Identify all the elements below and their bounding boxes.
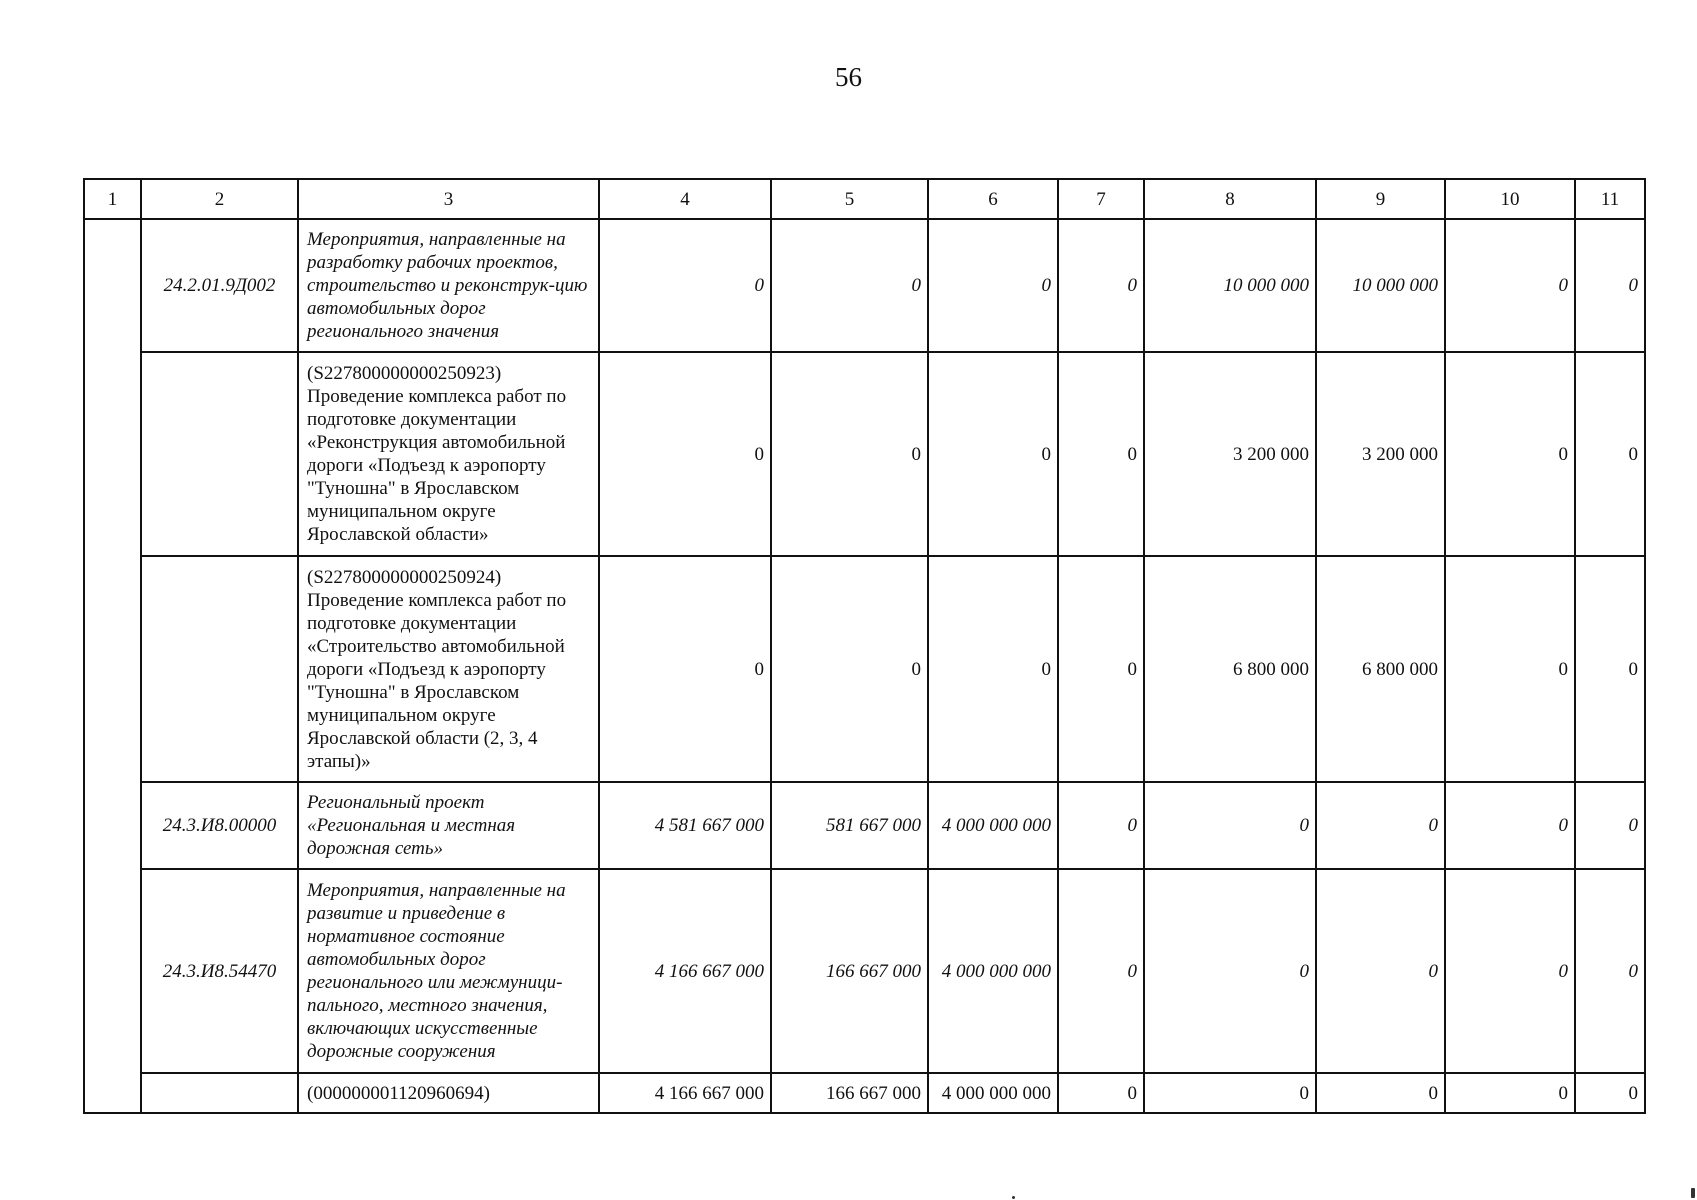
value-cell: 0 — [599, 219, 771, 352]
value-cell: 0 — [1445, 556, 1575, 782]
value-cell: 0 — [1144, 782, 1316, 869]
table-row — [84, 219, 1645, 352]
value-cell: 166 667 000 — [771, 869, 928, 1073]
header-cell: 1 — [84, 179, 141, 219]
value-cell: 0 — [1058, 219, 1144, 352]
value-cell: 0 — [771, 219, 928, 352]
value-cell: 0 — [1575, 869, 1645, 1073]
header-cell: 5 — [771, 179, 928, 219]
table-row — [84, 869, 1645, 1073]
code-cell — [141, 556, 298, 782]
value-cell: 0 — [928, 556, 1058, 782]
value-cell: 0 — [1575, 556, 1645, 782]
value-cell: 0 — [1575, 352, 1645, 556]
header-cell: 11 — [1575, 179, 1645, 219]
value-cell: 0 — [1316, 782, 1445, 869]
description-cell: Мероприятия, направленные на развитие и приведение в нормативное состояние автомобильных дорог регионального или межмуници-пального, местного значения, включающих искусственные дорожные сооружения — [298, 869, 599, 1073]
value-cell: 0 — [1575, 1073, 1645, 1113]
page-number: 56 — [835, 62, 862, 92]
header-cell: 7 — [1058, 179, 1144, 219]
description-cell: (S227800000000250924) Проведение комплекса работ по подготовке документации «Строительство автомобильной дороги «Подъезд к аэропорту "Туношна" в Ярославском муниципальном округе Ярославской области (2, 3, 4 этапы)» — [298, 556, 599, 782]
value-cell: 4 581 667 000 — [599, 782, 771, 869]
value-cell: 0 — [1575, 219, 1645, 352]
code-cell: 24.3.И8.00000 — [141, 782, 298, 869]
header-cell: 2 — [141, 179, 298, 219]
value-cell: 0 — [1445, 352, 1575, 556]
value-cell: 0 — [1058, 556, 1144, 782]
scan-speck — [1691, 1188, 1695, 1198]
header-cell: 3 — [298, 179, 599, 219]
header-cell: 8 — [1144, 179, 1316, 219]
description-cell: (000000001120960694) — [298, 1073, 599, 1113]
value-cell: 0 — [1058, 352, 1144, 556]
value-cell: 10 000 000 — [1144, 219, 1316, 352]
value-cell: 10 000 000 — [1316, 219, 1445, 352]
value-cell: 6 800 000 — [1144, 556, 1316, 782]
table-row — [84, 782, 1645, 869]
value-cell: 0 — [1445, 782, 1575, 869]
value-cell: 0 — [599, 352, 771, 556]
value-cell: 0 — [1445, 219, 1575, 352]
value-cell: 4 000 000 000 — [928, 869, 1058, 1073]
value-cell: 4 166 667 000 — [599, 1073, 771, 1113]
code-cell — [141, 352, 298, 556]
value-cell: 0 — [771, 352, 928, 556]
value-cell: 581 667 000 — [771, 782, 928, 869]
description-cell: Мероприятия, направленные на разработку рабочих проектов, строительство и реконструк-цию автомобильных дорог регионального значения — [298, 219, 599, 352]
value-cell: 4 000 000 000 — [928, 1073, 1058, 1113]
header-cell: 10 — [1445, 179, 1575, 219]
value-cell: 0 — [1445, 869, 1575, 1073]
header-row — [84, 179, 1645, 219]
value-cell: 0 — [1058, 869, 1144, 1073]
value-cell: 6 800 000 — [1316, 556, 1445, 782]
value-cell: 0 — [599, 556, 771, 782]
table-row — [84, 556, 1645, 782]
value-cell: 0 — [1058, 782, 1144, 869]
value-cell: 0 — [1575, 782, 1645, 869]
value-cell: 0 — [1058, 1073, 1144, 1113]
value-cell: 0 — [928, 352, 1058, 556]
description-cell: Региональный проект «Региональная и местная дорожная сеть» — [298, 782, 599, 869]
header-cell: 6 — [928, 179, 1058, 219]
value-cell: 0 — [771, 556, 928, 782]
value-cell: 3 200 000 — [1316, 352, 1445, 556]
group-number-cell — [84, 219, 141, 1113]
budget-table — [83, 178, 1646, 1114]
scan-speck — [1012, 1196, 1015, 1199]
header-cell: 9 — [1316, 179, 1445, 219]
value-cell: 0 — [1316, 869, 1445, 1073]
value-cell: 4 166 667 000 — [599, 869, 771, 1073]
value-cell: 3 200 000 — [1144, 352, 1316, 556]
value-cell: 4 000 000 000 — [928, 782, 1058, 869]
description-cell: (S227800000000250923) Проведение комплекса работ по подготовке документации «Реконструкция автомобильной дороги «Подъезд к аэропорту "Туношна" в Ярославском муниципальном округе Ярославской области» — [298, 352, 599, 556]
table-row — [84, 1073, 1645, 1113]
table-row — [84, 352, 1645, 556]
value-cell: 0 — [1144, 1073, 1316, 1113]
value-cell: 0 — [1144, 869, 1316, 1073]
code-cell — [141, 1073, 298, 1113]
value-cell: 0 — [928, 219, 1058, 352]
code-cell: 24.2.01.9Д002 — [141, 219, 298, 352]
value-cell: 0 — [1445, 1073, 1575, 1113]
value-cell: 166 667 000 — [771, 1073, 928, 1113]
header-cell: 4 — [599, 179, 771, 219]
code-cell: 24.3.И8.54470 — [141, 869, 298, 1073]
value-cell: 0 — [1316, 1073, 1445, 1113]
